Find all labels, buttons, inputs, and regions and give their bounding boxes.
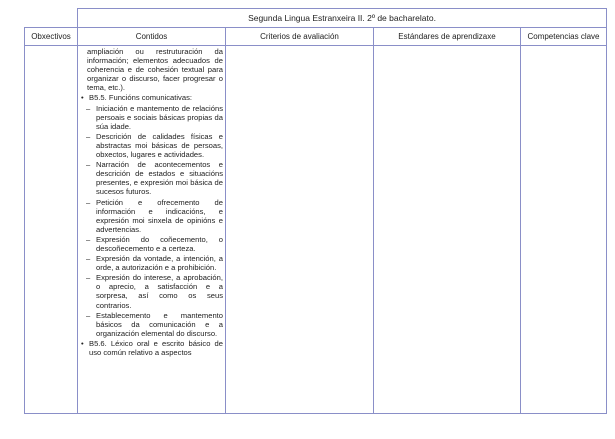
estandares-cell	[374, 46, 521, 414]
list-item: – Expresión do coñecemento, o descoñecemento e a certeza.	[81, 235, 223, 253]
header-obxectivos: Obxectivos	[25, 28, 78, 46]
contidos-cell	[78, 46, 226, 414]
header-contidos: Contidos	[78, 28, 226, 46]
title-spacer-cell	[25, 9, 78, 28]
list-item: – Expresión da vontade, a intención, a orde, a autorización e a prohibición.	[81, 254, 223, 272]
header-competencias: Competencias clave	[521, 28, 607, 46]
list-item: – Descrición de calidades físicas e abstractas moi básicas de persoas, obxectos, lugares e actividades.	[81, 132, 223, 159]
criterios-cell	[226, 46, 374, 414]
title-row	[25, 9, 607, 28]
table-title: Segunda Lingua Estranxeira II. 2º de bacharelato.	[78, 9, 607, 28]
section-b5-5: • B5.5. Funcións comunicativas:	[81, 93, 223, 102]
section-b5-6: • B5.6. Léxico oral e escrito básico de uso común relativo a aspectos	[81, 339, 223, 357]
curriculum-table	[24, 8, 607, 414]
list-item: – Establecemento e mantemento básicos da comunicación e a organización elemental do discurso.	[81, 311, 223, 338]
list-item: – Expresión do interese, a aprobación, o aprecio, a satisfacción e a sorpresa, así como os seus contrarios.	[81, 273, 223, 309]
competencias-cell	[521, 46, 607, 414]
list-item: – Petición e ofrecemento de información e indicacións, e expresión moi sinxela de opinións e advertencias.	[81, 198, 223, 234]
header-criterios: Criterios de avaliación	[226, 28, 374, 46]
header-row	[25, 28, 607, 46]
list-item: – Narración de acontecementos e descrición de estados e situacións presentes, e expresión moi básica de sucesos futuros.	[81, 160, 223, 196]
list-item: – Iniciación e mantemento de relacións persoais e sociais básicas propias da súa idade.	[81, 104, 223, 131]
content-row	[25, 46, 607, 414]
obxectivos-cell	[25, 46, 78, 414]
header-estandares: Estándares de aprendizaxe	[374, 28, 521, 46]
contidos-intro: ampliación ou restruturación da información; elementos adecuados de coherencia e de cohesión textual para organizar o discurso, facer progresar o tema, etc.).	[87, 47, 223, 93]
